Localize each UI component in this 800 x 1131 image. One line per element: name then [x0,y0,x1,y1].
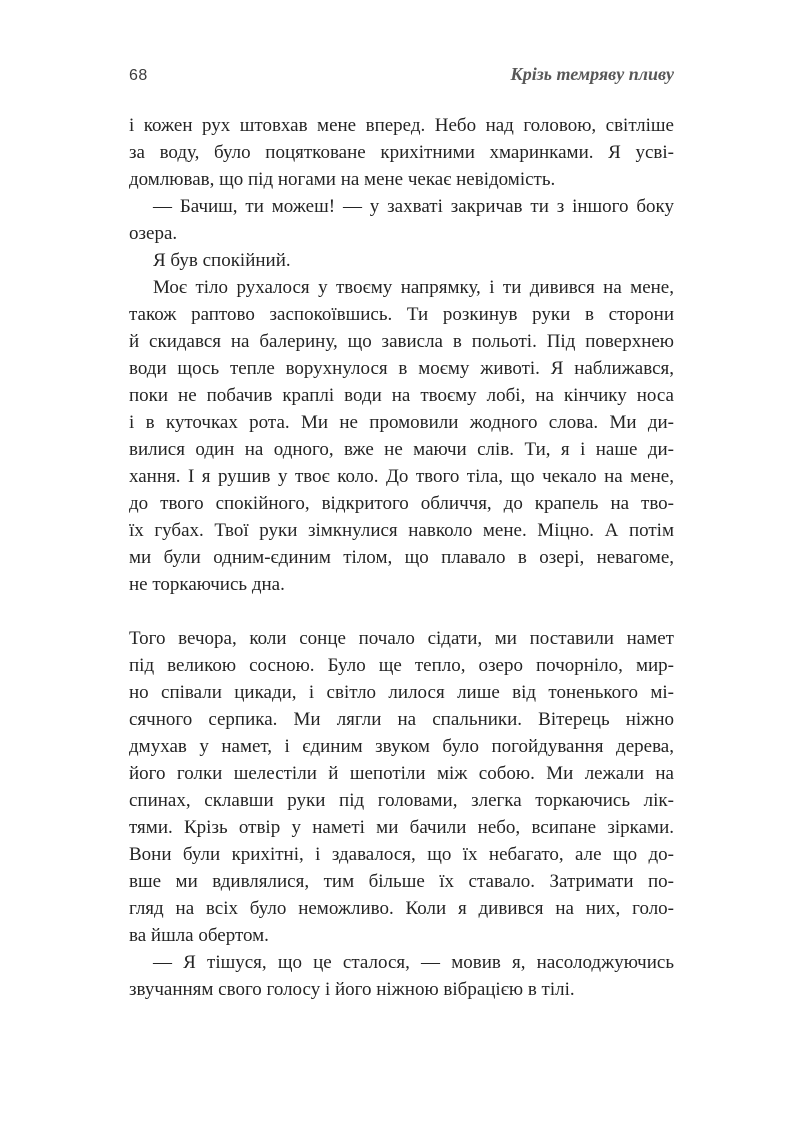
text-line: їх губах. Твої руки зімкнулися навколо мене. Міцно. А потім [129,520,674,541]
text-line: спинах, склавши руки під головами, злегка торкаючись лік- [129,790,674,811]
text-line: но співали цикади, і світло лилося лише від тоненького мі- [129,682,674,703]
text-line: звучанням свого голосу і його ніжною вібрацією в тілі. [129,979,575,1000]
text-line: Того вечора, коли сонце почало сідати, ми поставили намет [129,628,674,649]
paragraph [129,247,674,274]
text-line: за воду, було поцятковане крихітними хмаринками. Я усві- [129,142,674,163]
page-number: 68 [129,67,148,84]
paragraph [129,193,674,247]
text-line: тями. Крізь отвір у наметі ми бачили небо, всипане зірками. [129,817,674,838]
text-line: до твого спокійного, відкритого обличчя, до крапель на тво- [129,493,674,514]
text-line: вилися один на одного, вже не маючи слів. Ти, я і наше ди- [129,439,674,460]
text-line: поки не побачив краплі води на твоєму лобі, на кінчику носа [129,385,674,406]
text-line: домлював, що під ногами на мене чекає невідомість. [129,169,556,190]
text-line: Я був спокійний. [153,250,291,271]
text-line: гляд на всіх було неможливо. Коли я дивився на них, голо- [129,898,674,919]
text-line: Вони були крихітні, і здавалося, що їх небагато, але що до- [129,844,674,865]
text-line: озера. [129,223,178,244]
text-line: не торкаючись дна. [129,574,285,595]
text-line: сячного серпика. Ми лягли на спальники. Вітерець ніжно [129,709,674,730]
text-line: — Бачиш, ти можеш! — у захваті закричав ти з іншого боку [153,196,674,217]
page-header [129,62,674,86]
text-line: також раптово заспокоївшись. Ти розкинув руки в сторони [129,304,674,325]
text-line: води щось тепле ворухнулося в моєму животі. Я наближався, [129,358,674,379]
text-line: вше ми вдивлялися, тим більше їх ставало. Затримати по- [129,871,674,892]
text-line: ми були одним-єдиним тілом, що плавало в озері, невагоме, [129,547,674,568]
running-title: Крізь темряву пливу [510,64,674,84]
paragraph [129,112,674,193]
text-line: й скидався на балерину, що зависла в польоті. Під поверхнею [129,331,674,352]
paragraph [129,625,674,949]
text-line: і в куточках рота. Ми не промовили жодного слова. Ми ди- [129,412,674,433]
text-line: його голки шелестіли й шепотіли між собою. Ми лежали на [129,763,674,784]
text-line: ва йшла обертом. [129,925,269,946]
text-line: під великою сосною. Було ще тепло, озеро почорніло, мир- [129,655,674,676]
text-line: хання. І я рушив у твоє коло. До твого тіла, що чекало на мене, [129,466,674,487]
text-line: дмухав у намет, і єдиним звуком було погойдування дерева, [129,736,674,757]
text-line: і кожен рух штовхав мене вперед. Небо над головою, світліше [129,115,674,136]
text-block [129,112,674,1003]
paragraph [129,274,674,598]
text-line: — Я тішуся, що це сталося, — мовив я, насолоджуючись [153,952,674,973]
paragraph [129,949,674,1003]
text-line: Моє тіло рухалося у твоєму напрямку, і ти дивився на мене, [153,277,674,298]
